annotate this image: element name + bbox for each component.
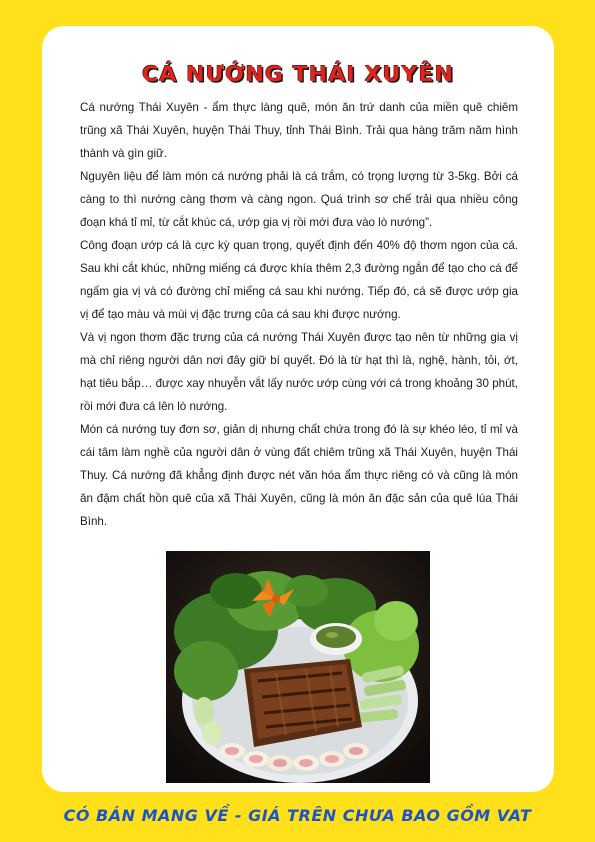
footer-notice: CÓ BÁN MANG VỀ - GIÁ TRÊN CHƯA BAO GỒM VAT	[63, 806, 532, 825]
grilled-fish-photo	[166, 551, 430, 783]
paragraph-4: Và vị ngon thơm đặc trưng của cá nướng Thái Xuyên được tạo nên từ những gia vị mà chỉ riêng người dân nơi đây giữ bí quyết. Đó là từ hạt thì là, nghệ, hành, tỏi, ớt, hạt tiêu bắp… được xay nhuyễn vắt lấy nước ướp cùng với cá trong khoảng 30 phút, rồi mới đưa cá lên lò nướng.	[80, 331, 518, 413]
page-title: CÁ NƯỚNG THÁI XUYÊN	[141, 62, 455, 86]
grilled-fish-illustration	[166, 551, 430, 783]
article-body	[80, 96, 518, 533]
sauce-bowl	[310, 623, 362, 655]
content-card	[42, 26, 554, 792]
paragraph-3: Công đoạn ướp cá là cực kỳ quan trọng, quyết định đến 40% độ thơm ngon của cá. Sau khi cắt khúc, những miếng cá được khía thêm 2,3 đường ngắn để tạo cho cá để ngấm gia vị và có đường chỉ miếng cá sau khi nướng. Tiếp đó, cá sẽ được ướp gia vị để tạo màu và mùi vị đặc trưng của cá sau khi được nướng.	[80, 239, 518, 321]
paragraph-1: Cá nướng Thái Xuyên - ẩm thực làng quê, món ăn trứ danh của miền quê chiêm trũng xã Thái Xuyên, huyện Thái Thuy, tỉnh Thái Bình. Trải qua hàng trăm năm hình thành và gìn giữ.	[80, 101, 518, 160]
paragraph-2: Nguyên liệu để làm món cá nướng phải là cá trắm, có trọng lượng từ 3-5kg. Bởi cá càng to thì nướng càng thơm và càng ngon. Quá trình sơ chế trải qua nhiều công đoạn khá tỉ mỉ, từ cắt khúc cá, ướp gia vị rồi mới đưa vào lò nướng”.	[80, 170, 518, 229]
paragraph-5: Món cá nướng tuy đơn sơ, giản dị nhưng chất chứa trong đó là sự khéo léo, tỉ mỉ và cái tâm làm nghề của người dân ở vùng đất chiêm trũng xã Thái Xuyên, huyện Thái Thuy. Cá nướng đã khẳng định được nét văn hóa ẩm thực riêng có và cũng là món ăn đậm chất hồn quê của xã Thái Xuyên, cũng là món ăn đặc sản của quê lúa Thái Bình.	[80, 423, 518, 528]
